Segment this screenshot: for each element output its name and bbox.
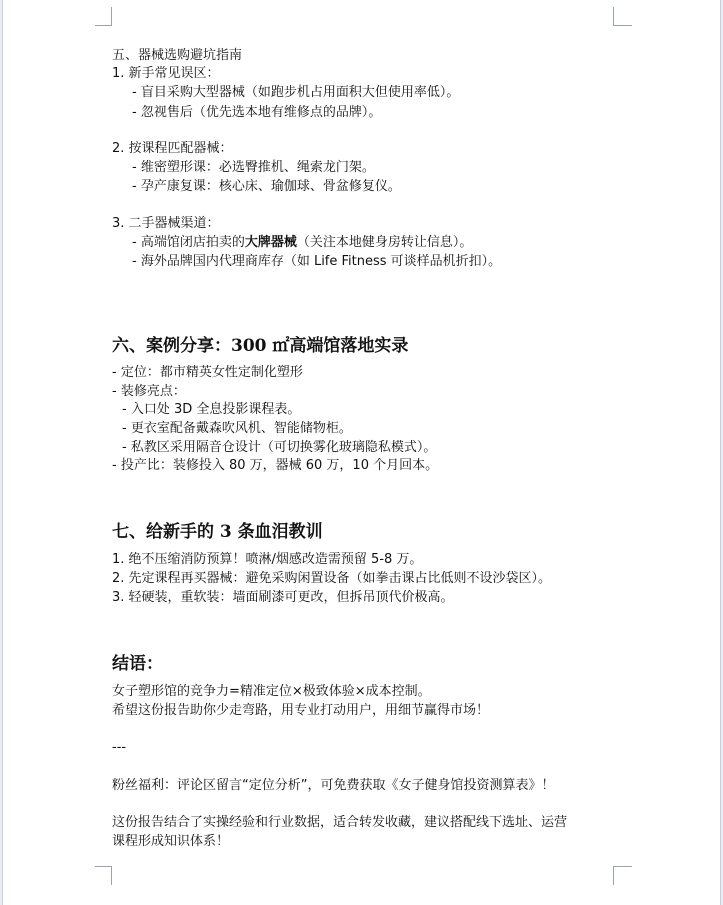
- crop-mark-bottom-right: [613, 866, 632, 885]
- sub-list-item: - 入口处 3D 全息投影课程表。: [122, 402, 301, 417]
- sub-list-item: [132, 234, 472, 252]
- list-item: 2. 先定课程再买器械：避免采购闲置设备（如拳击课占比低则不设沙袋区）。: [112, 571, 552, 586]
- sub-list-item: - 维密塑形课：必选臀推机、绳索龙门架。: [132, 160, 375, 175]
- section-6-heading: 六、案例分享：300 ㎡高端馆落地实录: [112, 336, 409, 356]
- sub-list-item: - 忽视售后（优先选本地有维修点的品牌）。: [132, 105, 382, 120]
- crop-mark-top-right: [613, 7, 632, 26]
- list-item: - 投产比：装修投入 80 万，器械 60 万，10 个月回本。: [112, 458, 439, 473]
- section-5-heading: 五、器械选购避坑指南: [112, 48, 243, 63]
- list-item: 2. 按课程匹配器械：: [112, 141, 233, 156]
- paragraph: 希望这份报告助你少走弯路，用专业打动用户，用细节赢得市场！: [112, 703, 490, 718]
- sub-list-item: - 更衣室配备戴森吹风机、智能储物柜。: [122, 421, 352, 436]
- list-item: - 装修亮点：: [112, 384, 186, 399]
- bold-text: 大牌器械: [244, 235, 297, 250]
- closing-paragraph: 课程形成知识体系！: [112, 834, 230, 849]
- list-item: 3. 轻硬装，重软装：墙面刷漆可更改，但拆吊顶代价极高。: [112, 590, 454, 605]
- crop-mark-bottom-left: [95, 866, 112, 885]
- text: （关注本地健身房转让信息）。: [296, 235, 473, 250]
- list-item: - 定位：都市精英女性定制化塑形: [112, 365, 303, 380]
- conclusion-heading: 结语：: [112, 654, 163, 674]
- sub-list-item: - 孕产康复课：核心床、瑜伽球、骨盆修复仪。: [132, 179, 401, 194]
- list-item: 1. 新手常见误区：: [112, 66, 220, 81]
- fan-benefit-note: 粉丝福利：评论区留言“定位分析”，可免费获取《女子健身馆投资测算表》！: [112, 778, 555, 793]
- text: - 高端馆闭店拍卖的: [132, 235, 245, 250]
- sub-list-item: - 私教区采用隔音仓设计（可切换雾化玻璃隐私模式）。: [122, 440, 437, 455]
- section-7-heading: 七、给新手的 3 条血泪教训: [112, 522, 323, 542]
- divider-text: ---: [112, 740, 127, 755]
- sub-list-item: - 海外品牌国内代理商库存（如 Life Fitness 可谈样品机折扣）。: [132, 254, 502, 269]
- paragraph: 女子塑形馆的竞争力=精准定位×极致体验×成本控制。: [112, 684, 431, 699]
- crop-mark-top-left: [95, 7, 112, 26]
- list-item: 3. 二手器械渠道：: [112, 216, 220, 231]
- sub-list-item: - 盲目采购大型器械（如跑步机占用面积大但使用率低）。: [132, 85, 460, 100]
- list-item: 1. 绝不压缩消防预算！喷淋/烟感改造需预留 5-8 万。: [112, 552, 423, 567]
- closing-paragraph: 这份报告结合了实操经验和行业数据，适合转发收藏，建议搭配线下选址、运营: [112, 815, 568, 830]
